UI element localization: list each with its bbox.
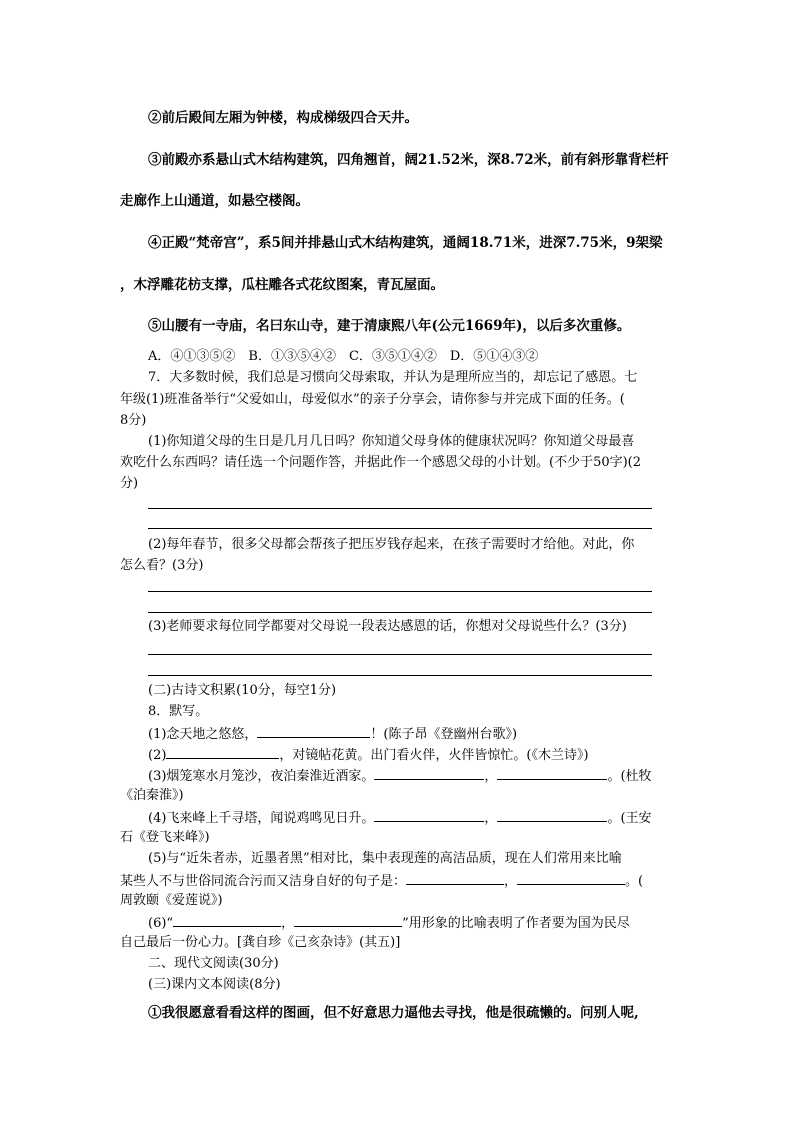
answer-line[interactable] [148, 675, 652, 676]
q8-line4-text: (4)飞来峰上千寻塔，闻说鸡鸣见日升。 [148, 811, 375, 826]
q7-sub1-line3: 分) [120, 476, 139, 491]
fill-blank[interactable] [257, 725, 370, 738]
q8-line5-2 [120, 872, 643, 890]
q8-line4-source: 石《登飞来峰》) [120, 830, 210, 845]
fill-blank[interactable] [406, 872, 504, 885]
q8-line3-sep: ， [484, 769, 498, 784]
q8-line5-sep: ， [504, 874, 518, 889]
answer-options: A．④①③⑤② B．①③⑤④② C．③⑤①④② D．⑤①④③② [148, 349, 539, 364]
q8-line4-end: 。(王安 [607, 811, 652, 826]
fill-blank[interactable] [166, 746, 279, 759]
section-2-title: (二)古诗文积累(10分，每空1分) [148, 683, 337, 698]
q7-sub1-line1: (1)你知道父母的生日是几月几日吗？你知道父母身体的健康状况吗？你知道父母最喜 [148, 434, 635, 449]
q7-sub2-line2: 怎么看？(3分) [120, 558, 204, 573]
q8-line1-source: ！(陈子昂《登幽州台歌》) [370, 727, 518, 742]
q8-line5-end: 。( [625, 874, 644, 889]
fill-blank[interactable] [497, 809, 607, 822]
answer-line[interactable] [148, 612, 652, 613]
fill-blank[interactable] [517, 872, 625, 885]
q8-line6-open: (6)“ [148, 916, 174, 931]
answer-line[interactable] [148, 591, 652, 592]
fill-blank[interactable] [173, 914, 281, 927]
q8-line1 [148, 725, 517, 743]
q7-sub1-line2: 欢吃什么东西吗？请任选一个问题作答，并据此作一个感恩父母的小计划。(不少于50字)(2 [120, 455, 642, 470]
q7-sub3-line1: (3)老师要求每位同学都要对父母说一段表达感恩的话，你想对父母说些什么？(3分) [148, 619, 627, 634]
q8-line5-1: (5)与“近朱者赤，近墨者黑”相对比，集中表现莲的高洁品质，现在人们常用来比喻 [148, 851, 622, 866]
passage-item-3-cont: 走廊作上山通道，如悬空楼阁。 [120, 193, 309, 209]
passage-item-4: ④正殿“梵帝宫”，系5间并排悬山式木结构建筑，通阔18.71米，进深7.75米，9架梁 [148, 235, 663, 251]
q8-line3 [148, 767, 652, 785]
q8-line3-source: 《泊秦淮》) [120, 788, 184, 803]
fill-blank[interactable] [374, 809, 484, 822]
passage-item-3: ③前殿亦系悬山式木结构建筑，四角翘首，阔21.52米，深8.72米，前有斜形靠背栏杆 [148, 152, 669, 168]
reading-paragraph-1: ①我很愿意看看这样的图画，但不好意思力逼他去寻找，他是很疏懒的。问别人呢, [148, 1005, 639, 1021]
q7-stem-line3: 8分) [120, 413, 147, 428]
passage-item-2: ②前后殿间左厢为钟楼，构成梯级四合天井。 [148, 110, 418, 126]
q8-line3-text: (3)烟笼寒水月笼沙，夜泊秦淮近酒家。 [148, 769, 375, 784]
passage-item-4-cont: ，木浮雕花枋支撑，瓜柱雕各式花纹图案，青瓦屋面。 [120, 277, 444, 293]
q8-line5-source: 周敦颐《爱莲说》) [120, 893, 223, 908]
q8-line3-end: 。(杜牧 [607, 769, 652, 784]
q8-line4 [148, 809, 652, 827]
q8-line6-source: 自己最后一份心力。[龚自珍《己亥杂诗》(其五)] [120, 935, 401, 950]
answer-line[interactable] [148, 654, 652, 655]
fill-blank[interactable] [497, 767, 607, 780]
answer-line[interactable] [148, 508, 652, 509]
q8-line2-source: ，对镜帖花黄。出门看火伴，火伴皆惊忙。(《木兰诗》) [279, 748, 589, 763]
q8-line2 [148, 746, 589, 764]
q8-line2-text: (2) [148, 748, 167, 763]
fill-blank[interactable] [294, 914, 402, 927]
q7-stem-line2: 年级(1)班准备举行“父爱如山，母爱似水”的亲子分享会，请你参与并完成下面的任务。( [120, 392, 625, 407]
q8-line6-text: ”用形象的比喻表明了作者要为国为民尽 [402, 916, 630, 931]
section-3-title: (三)课内文本阅读(8分) [148, 977, 281, 992]
q8-line5-text: 某些人不与世俗同流合污而又洁身自好的句子是： [120, 874, 407, 889]
q8-line1-text: (1)念天地之悠悠， [148, 727, 258, 742]
answer-line[interactable] [148, 528, 652, 529]
q8-line4-sep: ， [484, 811, 498, 826]
fill-blank[interactable] [374, 767, 484, 780]
part-2-title: 二、现代文阅读(30分) [148, 956, 279, 971]
q7-stem-line1: 7．大多数时候，我们总是习惯向父母索取，并认为是理所应当的，却忘记了感恩。七 [148, 370, 638, 385]
q8-line6 [148, 914, 630, 932]
q7-sub2-line1: (2)每年春节，很多父母都会帮孩子把压岁钱存起来，在孩子需要时才给他。对此，你 [148, 537, 635, 552]
passage-item-5: ⑤山腰有一寺庙，名曰东山寺，建于清康熙八年(公元1669年)，以后多次重修。 [148, 318, 631, 334]
q8-stem: 8．默写。 [148, 704, 209, 719]
q8-line6-sep: ， [281, 916, 295, 931]
